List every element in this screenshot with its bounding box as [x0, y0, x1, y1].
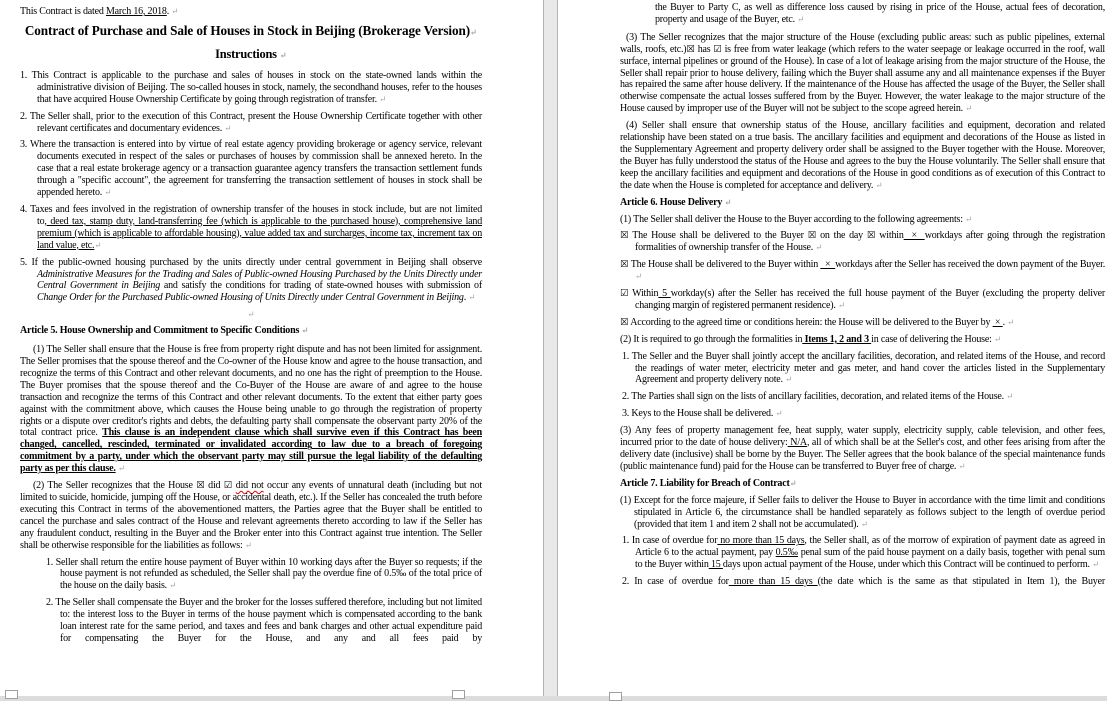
text-run: 0.5‰ [775, 547, 799, 559]
text-run: (3) The Seller recognizes that the major structure of the House (excluding public areas: such as public pipelines, external walls, roofs, etc.) [620, 31, 1105, 55]
text-run: 3. Keys to the House shall be delivered. [622, 408, 776, 420]
paragraph-mark-icon: ↵ [1092, 559, 1100, 570]
text-run: (2) It is required to go through the formalities in [620, 333, 803, 345]
date-line[interactable] [20, 6, 482, 18]
paragraph-mark-icon: ↵ [1007, 316, 1015, 327]
instructions-heading[interactable] [20, 47, 482, 62]
checkbox-x-icon[interactable]: ☒ [620, 316, 629, 328]
paragraph-mark-icon: ↵ [301, 325, 309, 336]
text-boundary-mark [452, 690, 465, 699]
formality-item-2[interactable] [622, 391, 1105, 403]
formality-item-1[interactable] [622, 351, 1105, 387]
article-6-heading[interactable] [620, 197, 1105, 209]
instruction-4[interactable] [20, 204, 482, 252]
article-5-heading[interactable] [20, 325, 482, 337]
text-run: is free from water leakage (which refers to the water seepage or leakage occurred in the roof, wall surface, internal pipelines or ground of the House). In case of a lot of leakage arising from the major structure of the House, the Seller shall repair prior to house delivery, failing which the Buyer shall assume any and all maintenance expenses if the Buyer has repaired the same after house delivery. If the maintenance of the House has affected the usage of the Buyer, the Seller shall otherwise compensate the actual losses suffered from by the Buyer. However, the water leakage to the major structure of the House caused by improper use of the Buyer will not be subject to the scope agreed herein. [620, 43, 1105, 115]
article-6-clause-2[interactable] [620, 334, 1105, 346]
formality-item-3[interactable] [622, 408, 1105, 420]
instruction-1[interactable] [20, 70, 482, 106]
text-run: (1) The Seller shall deliver the House to the Buyer according to the following agreements: [620, 213, 966, 225]
checkbox-x-icon[interactable]: ☒ [807, 230, 817, 242]
text-run: days upon actual payment of the House, under which this Contract will be continued to perform. [722, 559, 1093, 571]
paragraph-mark-icon: ↵ [1006, 391, 1014, 402]
text-run: . [1002, 316, 1008, 328]
text-run: 2. The Seller shall compensate the Buyer and the broker for the losses suffered therefore, including but not limited to: the interest loss to the Buyer in terms of the house payment which is compensated according to the bank loan interest rate for the same period, and taxes and fees and bank charges and other actual expenditure paid for compensating the Buyer for the House, and any and all fees paid by [46, 597, 482, 644]
text-run: 1. The Seller and the Buyer shall jointly accept the ancillary facilities, decoration, and related items of the House, and record the readings of water meter, electricity meter and gas meter, and hand cover the articles listed in the Supplementary Agreement and property delivery note. [622, 350, 1105, 386]
paragraph-mark-icon: ↵ [470, 26, 478, 37]
checkbox-x-icon[interactable]: ☒ [620, 230, 629, 242]
paragraph-mark-icon: ↵ [94, 239, 102, 250]
text-run: . [166, 6, 172, 17]
paragraph-mark-icon: ↵ [169, 580, 177, 591]
text-run: 5. If the public-owned housing purchased by the units directly under central government in Beijing shall observe [20, 256, 482, 268]
text-boundary-mark [609, 692, 622, 701]
delivery-option-3[interactable] [620, 288, 1105, 312]
page-gap [543, 0, 558, 696]
text-run: (4) Seller shall ensure that ownership status of the House, ancillary facilities and equipment, decoration and related relationship have been stated on a true basis. The ancillary facilities and equipment and decorations of the House as listed in the Supplementary Agreement and property delivery order shall be assigned to the Buyer together with the House. Moreover, the Buyer has fully understood the status of the House and agrees to the buy the House voluntarily. The Seller shall ensure that keep the ancillary facilities and equipment and decorations of the House in good conditions as of execution of this Contract to the date when the House is completed for acceptance and delivery. [620, 120, 1105, 191]
paragraph-mark-icon: ↵ [468, 292, 476, 303]
text-run: 2. The Parties shall sign on the lists of ancillary facilities, decoration, and related items of the House. [622, 391, 1007, 403]
text-run: (1) Except for the force majeure, if Seller fails to deliver the House to Buyer in accordance with the time limit and conditions stipulated in Article 6, the circumstance shall be handled separately as follows subject to the length of overdue period (provided that item 1 and item 2 shall not be accumulated). [620, 494, 1105, 530]
checkbox-checked-icon[interactable]: ☑ [223, 480, 233, 492]
instruction-2[interactable] [20, 111, 482, 135]
paragraph-mark-icon: ↵ [775, 408, 783, 419]
spellcheck-flagged-text: did not [235, 480, 264, 492]
text-run: Contract of Purchase and Sale of Houses in Stock in Beijing (Brokerage Version) [24, 22, 470, 38]
paragraph-mark-icon: ↵ [247, 309, 255, 320]
text-run: and satisfy the conditions for trading of state-owned houses with submission of [160, 280, 482, 292]
text-run: (3) Any fees of property management fee, heat supply, water supply, electricity supply, cable television, and other fees, incurred prior to the date of house delivery: [620, 425, 1105, 449]
text-run: Article 7. Liability for Breach of Contract [620, 477, 790, 489]
article-5-clause-2[interactable] [20, 480, 482, 551]
paragraph-mark-icon: ↵ [224, 122, 232, 133]
paragraph-mark-icon: ↵ [860, 518, 868, 529]
paragraph-mark-icon: ↵ [117, 463, 126, 474]
paragraph-mark-icon: ↵ [724, 196, 732, 207]
text-run: . [463, 292, 469, 304]
checkbox-x-icon[interactable]: ☒ [866, 230, 876, 242]
text-run: no more than 15 days [717, 535, 805, 547]
text-run: Change Order for the Purchased Public-owned Housing of Units Directly under Central Government in Beijing [37, 292, 464, 304]
liability-item-1[interactable] [46, 557, 482, 593]
paragraph-mark-icon: ↵ [965, 213, 973, 224]
article-6-clause-1[interactable] [620, 214, 1105, 226]
paragraph-mark-icon: ↵ [635, 271, 643, 282]
text-run: in case of delivering the House: [871, 333, 994, 345]
text-run: 1. In case of overdue for [622, 535, 718, 547]
text-run: According to the agreed time or conditions herein: the House will be delivered to the Buyer by [628, 316, 993, 328]
text-run: Article 5. House Ownership and Commitment to Specific Conditions [20, 325, 302, 337]
text-run: workdays after the Seller has received the down payment of the Buyer. [835, 259, 1106, 271]
text-run: 4. Taxes and fees involved in the registration of ownership transfer of the houses in stock include, but are not limited to, [20, 203, 482, 227]
text-run: deed tax, stamp duty, land-transferring fee (which is applicable to the purchased house), comprehensive land premium (which is applicable to affordable housing), value added tax and surcharges, income tax, increment tax on land value, etc. [37, 215, 482, 251]
article-7-clause-1[interactable] [620, 495, 1105, 531]
text-run: (2) The Seller recognizes that the House [33, 480, 197, 492]
text-run: , all of which shall be at the Seller's cost, and other fees arising from after the delivery date (inclusive) shall be borne by the Buyer. The Seller agrees that the book balance of the special maintenance funds (public maintenance fund) paid for the House can be transferred to Buyer free of charge. [620, 437, 1106, 472]
text-run: within [875, 230, 904, 242]
text-run: This clause is an independent clause which shall survive even if this Contract has been changed, cancelled, rescinded, terminated or invalidated according to law due to a breach of foregoing commitment by a party, under which the observant party may still pursue the legal liability of the defaulting party as per this clause. [20, 427, 483, 475]
text-run: occur any events of unnatural death (including but not limited to suicide, homicide, jumping off the House, or accidental death, etc.). If the Seller has concealed the truth before executing this Contract in terms of the abovementioned matters, the Parties agree that the Buyer shall be entitled to cancel the purchase and sales contract of the House and relevant agreements thereto according to law if the Seller has any fraudulent conduct, resulting in the Buyer and the Broker enter into this Contract against true intention. The Seller shall be otherwise responsible for the liabilities as follows: [20, 480, 482, 551]
paragraph-mark-icon: ↵ [279, 49, 287, 60]
article-5-clause-3[interactable] [620, 32, 1105, 115]
text-run: 2. The Seller shall, prior to the execution of this Contract, present the House Ownership Certificate together with other relevant certificates and documentary evidences. [20, 110, 482, 134]
instruction-3[interactable] [20, 139, 482, 199]
text-run: 1. Seller shall return the entire house payment of Buyer within 10 working days after the Buyer so requests; if the house payment is not refunded as scheduled, the Seller shall pay the overdue fine of 0.5‰ of the total price of the house on the daily basis. [46, 556, 482, 592]
text-run: Administrative Measures for the Trading and Sales of Public-owned Housing Purchased by the Units Directly under Central Government in Beijing [37, 268, 482, 292]
text-run: workday(s) after the Seller has received the full house payment of the Buyer (excluding the property deliver changing margin of registered permanent residence). [635, 288, 1106, 311]
instruction-5[interactable] [20, 257, 482, 305]
paragraph-mark-icon: ↵ [797, 13, 805, 24]
empty-paragraph[interactable] [20, 309, 482, 320]
text-run: 1. This Contract is applicable to the purchase and sales of houses in stock on the state-owned lands within the administrative division of Beijing. The so-called houses in stock, namely, the secondhand houses, refer to the houses that have acquired House Ownership Certificate by going through registration of transfer. [20, 69, 482, 105]
text-run: The House shall be delivered to the Buyer [628, 230, 808, 242]
document-page-right[interactable] [558, 0, 1107, 696]
paragraph-mark-icon: ↵ [837, 299, 846, 310]
liability-item-2-continued[interactable] [655, 2, 1105, 26]
text-run: The House shall be delivered to the Buyer within [628, 259, 821, 271]
checkbox-checked-icon[interactable]: ☑ [620, 288, 629, 300]
article-5-clause-1[interactable] [20, 344, 482, 475]
text-run: March 16, 2018 [105, 6, 167, 17]
document-page-left[interactable] [0, 0, 543, 696]
text-run: on the day [816, 230, 867, 242]
text-run: the Buyer to Party C, as well as difference loss caused by rising in price of the House, actual fees of decoration, property and usage of the Buyer, etc. [655, 2, 1105, 25]
checkbox-x-icon[interactable]: ☒ [620, 259, 629, 271]
paragraph-mark-icon: ↵ [965, 103, 973, 114]
delivery-option-1[interactable] [620, 230, 1105, 254]
checkbox-x-icon[interactable]: ☒ [686, 43, 695, 55]
text-run: N/A [787, 437, 807, 449]
text-run: Instructions [215, 46, 280, 61]
text-run: 3. Where the transaction is entered into by virtue of real estate agency providing brokerage or agency service, relevant documents executed in respect of the sales or purchases of houses by commission shall be annexed hereto. In the case that a real estate brokerage agency or a transaction guarantee agency transfers the transaction settlement funds through a "specific account", the agreement for transferring the transaction settlement of houses in stock shall be appended hereto. [20, 139, 482, 199]
paragraph-mark-icon: ↵ [785, 374, 793, 385]
text-run: (the date which is the same as that stipulated in Item 1), the Buyer [817, 576, 1105, 588]
paragraph-mark-icon: ↵ [789, 477, 797, 488]
text-run: has [694, 43, 714, 55]
article-7-heading[interactable] [620, 478, 1105, 490]
document-title[interactable] [20, 23, 482, 40]
liability-item-2[interactable] [46, 597, 482, 645]
paragraph-mark-icon: ↵ [104, 187, 112, 198]
text-run: , the Seller shall, as of the morrow of expiration of payment date as agreed in Article 6 to the actual payment, pay [635, 535, 1105, 559]
article-6-clause-3[interactable] [620, 425, 1105, 473]
paragraph-mark-icon: ↵ [875, 179, 883, 190]
text-boundary-mark [5, 690, 18, 699]
checkbox-x-icon[interactable]: ☒ [196, 480, 205, 492]
checkbox-checked-icon[interactable]: ☑ [713, 43, 722, 55]
delivery-option-2[interactable] [620, 259, 1105, 283]
text-run: 15 [708, 559, 723, 571]
article-5-clause-4[interactable] [620, 120, 1105, 191]
text-run: did [204, 480, 224, 492]
overdue-item-2[interactable] [622, 576, 1105, 588]
paragraph-mark-icon: ↵ [815, 242, 823, 253]
text-run: Within [628, 288, 659, 300]
text-run: × [903, 230, 925, 242]
paragraph-mark-icon: ↵ [379, 93, 387, 104]
overdue-item-1[interactable] [622, 535, 1105, 571]
text-run: more than 15 days [728, 576, 818, 588]
text-run: 5 [658, 288, 671, 300]
text-run: × [820, 259, 836, 271]
paragraph-mark-icon: ↵ [993, 333, 1002, 344]
text-run: Items 1, 2 and 3 [802, 333, 872, 345]
text-run: 2. In case of overdue for [622, 576, 729, 588]
delivery-option-4[interactable] [620, 317, 1105, 329]
paragraph-mark-icon: ↵ [958, 460, 966, 471]
text-run: workdays after going through the registration formalities of ownership transfer of the House. [635, 230, 1106, 254]
paragraph-mark-icon: ↵ [244, 539, 252, 550]
text-run: penal sum of the paid house payment on a daily basis, together with penal sum to the Buyer within [635, 547, 1105, 571]
text-run: (1) The Seller shall ensure that the House is free from property right dispute and has not been limited for assignment. The Seller promises that the spouse thereof and the Co-owner of the House know and agree to the house transaction, and recognize the terms of this Contract and other relevant documents, and no one has the right of preemption to the House. The Buyer promises that the spouse thereof and the Co-Buyer of the House are aware of and agree to the house transaction and recognize the terms of this Contract and other relevant documents. To the extent that either party goes against with the commitment above, which causes the House being unable to go through the registration of property rights or a dispute over creditor's rights and debts, the defaulting party shall compensate the observant party 20% of the total contract price. [20, 344, 482, 439]
paragraph-mark-icon: ↵ [171, 6, 179, 16]
text-run: This Contract is dated [20, 6, 106, 17]
text-run: Article 6. House Delivery [620, 196, 725, 208]
text-run: × [992, 316, 1003, 328]
